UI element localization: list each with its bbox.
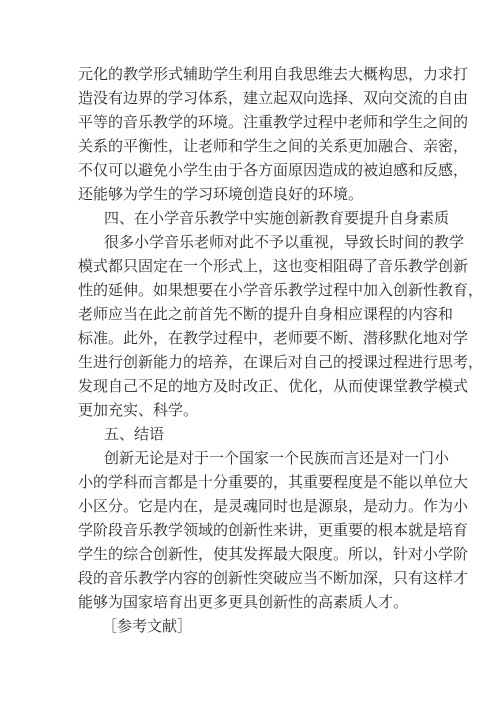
paragraph-2-line-1: 很多小学音乐老师对此不予以重视，导致长时间的教学 <box>104 233 465 251</box>
paragraph-2-line-5: 标准。此外，在教学过程中，老师要不断、潜移默化地对学 <box>78 329 469 347</box>
paragraph-3-line-5: 学生的综合创新性，使其发挥最大限度。所以，针对小学阶 <box>78 545 469 563</box>
references-heading: ［参考文献］ <box>102 617 193 635</box>
paragraph-3-line-4: 学阶段音乐教学领域的创新性来讲，更重要的根本就是培育 <box>78 521 469 539</box>
paragraph-2-line-6: 生进行创新能力的培养，在课后对自己的授课过程进行思考， <box>78 353 484 371</box>
paragraph-2-line-2: 模式都只固定在一个形式上，这也变相阻碍了音乐教学创新 <box>78 257 469 275</box>
section-heading-4: 四、在小学音乐教学中实施创新教育要提升自身素质 <box>104 209 450 227</box>
paragraph-3-line-3: 小区分。它是内在，是灵魂同时也是源泉，是动力。作为小 <box>78 497 469 515</box>
paragraph-3-line-6: 段的音乐教学内容的创新性突破应当不断加深，只有这样才 <box>78 569 469 587</box>
paragraph-1-line-3: 平等的音乐教学的环境。注重教学过程中老师和学生之间的 <box>78 113 469 131</box>
paragraph-1-line-5: 不仅可以避免小学生由于各方面原因造成的被迫感和反感， <box>78 161 469 179</box>
paragraph-3-line-7: 能够为国家培育出更多更具创新性的高素质人才。 <box>78 593 409 611</box>
paragraph-3-line-1: 创新无论是对于一个国家一个民族而言还是对一门小 <box>104 449 450 467</box>
paragraph-1-line-4: 关系的平衡性，让老师和学生之间的关系更加融合、亲密， <box>78 137 469 155</box>
paragraph-1-line-2: 造没有边界的学习体系，建立起双向选择、双向交流的自由 <box>78 89 469 107</box>
paragraph-1-line-6: 还能够为学生的学习环境创造良好的环境。 <box>78 185 364 203</box>
section-heading-5: 五、结语 <box>104 425 165 443</box>
paragraph-1-line-1: 元化的教学形式辅助学生利用自我思维去大概构思，力求打 <box>78 65 469 83</box>
paragraph-2-line-7: 发现自己不足的地方及时改正、优化，从而使课堂教学模式 <box>78 377 469 395</box>
paragraph-2-line-4: 老师应当在此之前首先不断的提升自身相应课程的内容和 <box>78 305 454 323</box>
paragraph-3-line-2: 小的学科而言都是十分重要的，其重要程度是不能以单位大 <box>78 473 469 491</box>
paragraph-2-line-8: 更加充实、科学。 <box>78 401 199 419</box>
paragraph-2-line-3: 性的延伸。如果想要在小学音乐教学过程中加入创新性教育， <box>78 281 484 299</box>
